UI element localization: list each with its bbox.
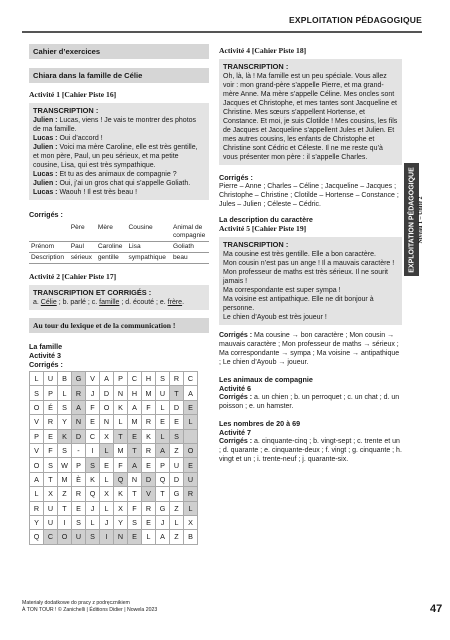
grid-cell: L (86, 515, 100, 529)
activity6-title: Les animaux de compagnie (219, 375, 313, 384)
grid-cell: U (156, 386, 170, 400)
famille-title: La famille (29, 342, 63, 351)
grid-row (30, 386, 198, 400)
grid-cell: S (156, 372, 170, 386)
grid-cell: E (142, 458, 156, 472)
grid-row (30, 415, 198, 429)
grid-cell: R (72, 487, 86, 501)
grid-cell: P (156, 458, 170, 472)
unit-title: Chiara dans la famille de Célie (29, 68, 209, 83)
transcription-line: Mon cousin n’est pas un ange ! Il a mauvais caractère ! (223, 260, 395, 267)
grid-cell: I (58, 515, 72, 529)
grid-cell: K (58, 429, 72, 443)
grid-cell: S (86, 458, 100, 472)
table-cell: Goliath (171, 242, 209, 253)
grid-cell: F (128, 501, 142, 515)
grid-cell: U (44, 515, 58, 529)
grid-cell: D (72, 429, 86, 443)
grid-cell: R (170, 372, 184, 386)
grid-cell: F (142, 400, 156, 414)
grid-cell: Z (170, 443, 184, 457)
grid-cell: W (58, 458, 72, 472)
grid-cell: E (44, 429, 58, 443)
table-cell: Cousine (127, 223, 171, 242)
table-cell: sympathique (127, 253, 171, 264)
grid-cell: K (86, 472, 100, 486)
grid-cell: L (170, 515, 184, 529)
grid-cell: A (156, 530, 170, 544)
grid-cell: O (30, 458, 44, 472)
transcription-title: TRANSCRIPTION : (223, 240, 289, 249)
grid-cell: X (44, 487, 58, 501)
grid-row (30, 472, 198, 486)
grid-cell: S (58, 400, 72, 414)
activity4-heading: Activité 4 [Cahier Piste 18] (219, 46, 307, 55)
grid-cell: O (184, 443, 198, 457)
table-cell: Caroline (96, 242, 127, 253)
grid-row (30, 487, 198, 501)
answer-table (29, 223, 209, 264)
grid-cell: Y (114, 515, 128, 529)
table-cell: beau (171, 253, 209, 264)
footer (22, 600, 157, 613)
grid-cell: M (142, 386, 156, 400)
grid-cell: E (72, 501, 86, 515)
grid-cell: A (72, 400, 86, 414)
grid-cell: G (170, 487, 184, 501)
grid-cell: P (44, 386, 58, 400)
page-number: 47 (430, 603, 443, 615)
grid-cell: É (44, 400, 58, 414)
grid-cell: H (142, 372, 156, 386)
grid-row (30, 400, 198, 414)
grid-cell: X (100, 487, 114, 501)
grid-cell: D (170, 400, 184, 414)
table-cell: sérieux (69, 253, 96, 264)
dialogue-line: Julien : Oui, j’ai un gros chat qui s’appelle Goliath. (33, 180, 191, 187)
transcription-line: Le chien d’Ayoub est très joueur ! (223, 314, 327, 321)
grid-cell: F (114, 458, 128, 472)
grid-cell: U (44, 372, 58, 386)
grid-cell: A (128, 400, 142, 414)
grid-cell: C (86, 429, 100, 443)
grid-cell: N (114, 530, 128, 544)
grid-cell: A (30, 472, 44, 486)
transcription-title: TRANSCRIPTION : (33, 106, 99, 115)
word-search-grid (29, 371, 198, 545)
lexique-title: Au tour du lexique et de la communication ! (29, 318, 209, 333)
activity3-corriges: Corrigés : (29, 360, 63, 369)
activity4-text: Oh, là, là ! Ma famille est un peu spéciale. Vous allez voir : mon grand-père s’appelle Pierre, et ma grand-mère Anne. Ma mère s’appelle Céline. Mes oncles sont Jacques et Christophe, et mes tantes sont Jacqueline et Christine. Mes sœurs s’appellent Hortense, et Constance. Et moi, je suis Clotilde ! Mes cousins, les fils de Jacques et Jacqueline s’appellent Jules et Julien. Et mes autres cousins, les enfants de Christophe et Christine sont Cédric et Céleste. Il ne me reste qu’à vous présenter mon père : il s’appelle Charles. (223, 73, 398, 161)
activity5-title: La description du caractère (219, 215, 313, 224)
grid-cell: X (184, 515, 198, 529)
grid-cell: R (184, 487, 198, 501)
activity1-transcription (29, 103, 209, 200)
grid-cell: L (142, 530, 156, 544)
grid-cell: S (30, 386, 44, 400)
activity2-title: TRANSCRIPTION ET CORRIGÉS : (33, 288, 152, 297)
grid-cell: È (72, 472, 86, 486)
dialogue-line: Lucas : Oui d’accord ! (33, 135, 103, 142)
activity4-transcription (219, 59, 402, 165)
activity2-answers: a. Célie ; b. parlé ; c. famille ; d. écouté ; e. frère. (33, 299, 185, 306)
table-cell: gentille (96, 253, 127, 264)
grid-cell: A (156, 443, 170, 457)
grid-cell: J (156, 515, 170, 529)
grid-cell: M (58, 472, 72, 486)
grid-cell: E (142, 515, 156, 529)
table-cell: Mère (96, 223, 127, 242)
grid-cell: Z (58, 487, 72, 501)
grid-cell: S (128, 515, 142, 529)
section-title: Cahier d’exercices (29, 44, 209, 59)
grid-cell: I (86, 443, 100, 457)
grid-cell: U (44, 501, 58, 515)
grid-row (30, 372, 198, 386)
grid-cell: T (114, 429, 128, 443)
grid-cell: G (156, 501, 170, 515)
grid-cell: R (44, 415, 58, 429)
grid-cell: H (128, 386, 142, 400)
grid-cell: S (170, 429, 184, 443)
dialogue-line: Lucas : Et tu as des animaux de compagnie ? (33, 171, 177, 178)
grid-row (30, 443, 198, 457)
grid-cell: E (184, 458, 198, 472)
dialogue-line: Lucas : Waouh ! Il est très beau ! (33, 189, 138, 196)
activity4-corriges-label: Corrigés : (219, 173, 253, 182)
table-row (29, 223, 209, 242)
grid-cell: Q (114, 472, 128, 486)
grid-cell: - (72, 443, 86, 457)
table-cell: Prénom (29, 242, 69, 253)
grid-cell: V (142, 487, 156, 501)
grid-cell: M (128, 415, 142, 429)
grid-cell: O (58, 530, 72, 544)
header-rule (22, 31, 422, 33)
grid-cell: B (184, 530, 198, 544)
grid-cell: S (72, 515, 86, 529)
table-cell: Description (29, 253, 69, 264)
grid-cell: T (44, 472, 58, 486)
grid-cell: E (128, 530, 142, 544)
footer-line: À TON TOUR ! © Zanichelli | Éditions Didier | Nowela 2023 (22, 606, 158, 613)
grid-cell: B (58, 372, 72, 386)
grid-cell: Q (86, 487, 100, 501)
grid-cell: R (30, 501, 44, 515)
grid-cell: E (184, 400, 198, 414)
grid-cell: L (156, 400, 170, 414)
transcription-line: Ma cousine est très gentille. Elle a bon caractère. (223, 251, 376, 258)
grid-row (30, 429, 198, 443)
grid-cell: O (30, 400, 44, 414)
activity7-title: Les nombres de 20 à 69 (219, 419, 301, 428)
grid-cell: V (30, 443, 44, 457)
grid-cell: T (58, 501, 72, 515)
grid-cell: N (100, 415, 114, 429)
transcription-title: TRANSCRIPTION : (223, 62, 289, 71)
activity6-label: Activité 6 (219, 384, 251, 393)
grid-cell: Z (170, 530, 184, 544)
activity3-label: Activité 3 (29, 351, 61, 360)
grid-cell: D (170, 472, 184, 486)
table-cell: Paul (69, 242, 96, 253)
grid-cell: L (100, 443, 114, 457)
grid-row (30, 530, 198, 544)
grid-cell: N (114, 386, 128, 400)
transcription-line: Ma correspondante est super sympa ! (223, 287, 341, 294)
grid-cell: E (170, 415, 184, 429)
activity5-corriges: Corrigés : Ma cousine → bon caractère ; Mon cousin → mauvais caractère ; Mon professeur de maths → sérieux ; Ma correspondante → sympa ; Ma voisine → antipathique ; Le chien d’Ayoub → joueur. (219, 332, 400, 366)
grid-cell: L (30, 372, 44, 386)
grid-cell: Y (30, 515, 44, 529)
footer-line: Materiały dodatkowe do pracy z podręcznikiem (22, 600, 130, 606)
grid-cell: Q (30, 530, 44, 544)
grid-cell: L (184, 415, 198, 429)
grid-cell: P (72, 458, 86, 472)
side-level-label: Niveau 1 – Unité 2 (418, 196, 424, 244)
table-row (29, 242, 209, 253)
grid-cell: R (142, 501, 156, 515)
grid-cell: I (100, 530, 114, 544)
grid-cell: N (72, 415, 86, 429)
table-cell (29, 223, 69, 242)
grid-cell: N (128, 472, 142, 486)
grid-cell: Z (170, 501, 184, 515)
grid-cell: J (86, 386, 100, 400)
grid-cell: U (72, 530, 86, 544)
activity2-box (29, 285, 209, 310)
grid-cell: D (100, 386, 114, 400)
grid-cell: C (128, 372, 142, 386)
activity4-corriges: Pierre – Anne ; Charles – Céline ; Jacqueline – Jacques ; Christophe – Christine ; Clotilde – Hortense – Constance ; Jules – Julien ; Céleste – Cédric. (219, 183, 399, 208)
grid-cell: M (114, 443, 128, 457)
grid-cell: E (86, 415, 100, 429)
grid-cell: K (114, 487, 128, 501)
dialogue-line: Julien : Lucas, viens ! Je vais te montrer des photos de ma famille. (33, 117, 197, 133)
grid-cell: U (184, 472, 198, 486)
grid-cell: L (184, 501, 198, 515)
grid-row (30, 458, 198, 472)
grid-cell: J (100, 515, 114, 529)
grid-cell: S (86, 530, 100, 544)
grid-cell: F (86, 400, 100, 414)
grid-cell: T (156, 487, 170, 501)
activity5-heading: Activité 5 [Cahier Piste 19] (219, 224, 307, 233)
grid-cell: Y (58, 415, 72, 429)
grid-cell: L (100, 501, 114, 515)
grid-cell: Q (156, 472, 170, 486)
table-cell: Père (69, 223, 96, 242)
activity6-corriges: Corrigés : a. un chien ; b. un perroquet ; c. un chat ; d. un poisson ; e. un hamster. (219, 394, 400, 410)
table-cell: Animal de compagnie (171, 223, 209, 242)
grid-row (30, 501, 198, 515)
grid-cell: L (100, 472, 114, 486)
grid-cell: L (58, 386, 72, 400)
grid-cell: A (184, 386, 198, 400)
grid-cell: G (72, 372, 86, 386)
grid-cell: O (100, 400, 114, 414)
transcription-line: Ma voisine est antipathique. Elle ne dit bonjour à personne. (223, 296, 374, 312)
grid-cell: S (58, 443, 72, 457)
grid-cell: V (30, 415, 44, 429)
grid-cell: E (128, 429, 142, 443)
activity2-heading: Activité 2 [Cahier Piste 17] (29, 272, 117, 281)
grid-cell: E (156, 415, 170, 429)
grid-cell: T (170, 386, 184, 400)
grid-cell: D (142, 472, 156, 486)
grid-cell: L (156, 429, 170, 443)
grid-cell: X (114, 501, 128, 515)
grid-cell (184, 429, 198, 443)
corriges-label: Corrigés : (29, 210, 63, 219)
grid-cell: E (100, 458, 114, 472)
header-title: EXPLOITATION PÉDAGOGIQUE (289, 15, 422, 25)
side-tab-label: EXPLOITATION PÉDAGOGIQUE (408, 166, 415, 273)
left-column (29, 44, 209, 545)
grid-cell: J (86, 501, 100, 515)
grid-cell: R (72, 386, 86, 400)
grid-cell: R (142, 443, 156, 457)
side-tab (404, 163, 419, 276)
grid-cell: F (44, 443, 58, 457)
grid-cell: R (142, 415, 156, 429)
grid-cell: A (100, 372, 114, 386)
activity5-transcription (219, 237, 402, 325)
transcription-line: Mon professeur de maths est très sérieux. Il ne sourit jamais ! (223, 269, 388, 285)
grid-cell: K (114, 400, 128, 414)
activity7-corriges: Corrigés : a. cinquante-cinq ; b. vingt-sept ; c. trente et un ; d. quarante ; e. cinquante-deux ; f. vingt ; g. cinquante ; h. vingt et un ; i. trente-neuf ; j. quarante-six. (219, 438, 402, 463)
grid-cell: X (100, 429, 114, 443)
grid-cell: C (44, 530, 58, 544)
grid-cell: L (30, 487, 44, 501)
grid-cell: L (114, 415, 128, 429)
activity7-label: Activité 7 (219, 428, 251, 437)
grid-cell: T (128, 443, 142, 457)
table-row (29, 253, 209, 264)
table-cell: Lisa (127, 242, 171, 253)
grid-cell: C (184, 372, 198, 386)
grid-row (30, 515, 198, 529)
grid-cell: U (170, 458, 184, 472)
grid-cell: S (44, 458, 58, 472)
right-column (219, 44, 402, 464)
dialogue-line: Julien : Voici ma mère Caroline, elle est très gentille, et mon père, Paul, un peu sérieux, et ma petite cousine, Lisa, qui est très sympathique. (33, 144, 198, 169)
grid-cell: T (128, 487, 142, 501)
grid-cell: P (30, 429, 44, 443)
grid-cell: P (114, 372, 128, 386)
grid-cell: A (128, 458, 142, 472)
grid-cell: K (142, 429, 156, 443)
grid-cell: V (86, 372, 100, 386)
activity1-heading: Activité 1 [Cahier Piste 16] (29, 90, 117, 99)
